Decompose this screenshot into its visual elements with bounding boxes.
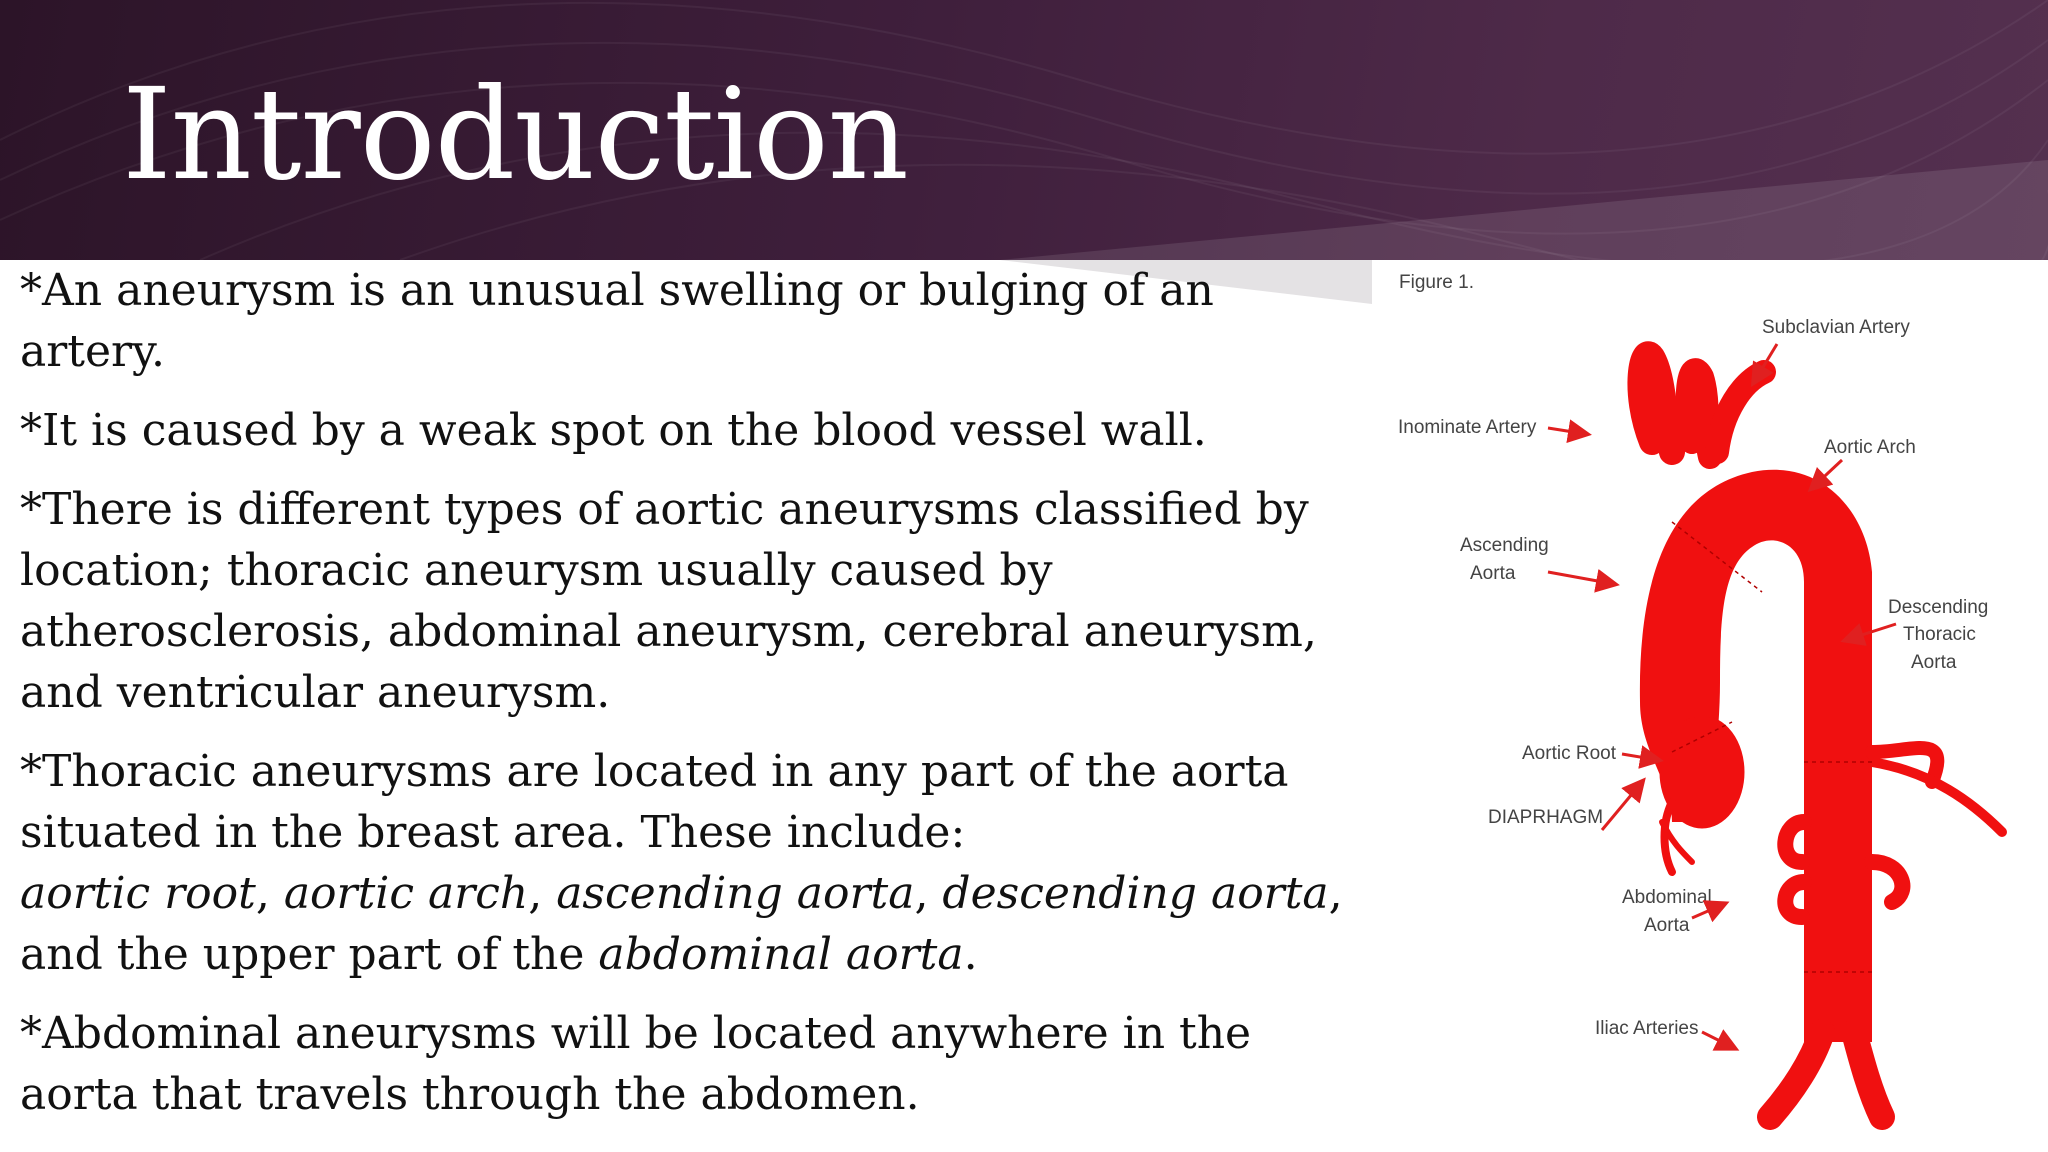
label-aortic-arch: Aortic Arch (1824, 437, 1916, 458)
aorta-diagram (1372, 262, 2048, 1152)
separator: , (255, 868, 284, 919)
separator: , (914, 868, 943, 919)
figure-caption: Figure 1. (1399, 272, 1474, 293)
slide-title: Introduction (122, 61, 908, 208)
paragraph-abdominal: *Abdominal aneurysms will be located anywhere in the aorta that travels through the abdomen. (20, 1008, 1252, 1120)
paragraph-thoracic (20, 741, 1350, 985)
label-abdominal-1: Abdominal (1622, 887, 1712, 908)
label-diaphragm: DIAPRHAGM (1488, 807, 1604, 828)
label-iliac-arteries: Iliac Arteries (1595, 1018, 1699, 1039)
thoracic-intro: *Thoracic aneurysms are located in any part of the aorta situated in the breast area. These include: (20, 746, 1289, 858)
term-aortic-arch: aortic arch (283, 868, 529, 919)
label-abdominal-2: Aorta (1644, 915, 1690, 936)
paragraph-types: *There is different types of aortic aneurysms classified by location; thoracic aneurysm usually caused by atherosclerosis, abdominal aneurysm, cerebral aneurysm, and ventricular aneurysm. (20, 484, 1317, 718)
term-aortic-root: aortic root (20, 868, 256, 919)
label-descending-3: Aorta (1911, 652, 1957, 673)
label-descending-2: Thoracic (1903, 624, 1976, 645)
arrow-innominate (1548, 428, 1586, 434)
term-descending-aorta: descending aorta (942, 868, 1329, 919)
slide-body (20, 260, 1350, 1143)
arrow-aortic-arch (1812, 460, 1842, 488)
label-innominate-artery: Inominate Artery (1398, 417, 1537, 438)
thoracic-end: . (963, 929, 978, 980)
arrow-iliac (1702, 1032, 1734, 1048)
separator: , (528, 868, 557, 919)
term-ascending-aorta: ascending aorta (556, 868, 915, 919)
paragraph-aneurysm-definition: *An aneurysm is an unusual swelling or bulging of an artery. (20, 265, 1214, 377)
label-descending-1: Descending (1888, 597, 1989, 618)
label-ascending-2: Aorta (1470, 563, 1516, 584)
arrow-diaphragm (1602, 782, 1642, 830)
label-subclavian-artery: Subclavian Artery (1762, 317, 1910, 338)
label-aortic-root: Aortic Root (1522, 743, 1616, 764)
slide-header (0, 0, 2048, 260)
paragraph-cause: *It is caused by a weak spot on the blood vessel wall. (20, 405, 1207, 456)
term-abdominal-aorta: abdominal aorta (598, 929, 964, 980)
thoracic-middle: , and the upper part of the (20, 868, 1343, 980)
label-ascending-1: Ascending (1460, 535, 1549, 556)
aorta-illustration (1640, 354, 2002, 1117)
aorta-figure (1372, 262, 2048, 1152)
arrow-ascending (1548, 572, 1614, 584)
